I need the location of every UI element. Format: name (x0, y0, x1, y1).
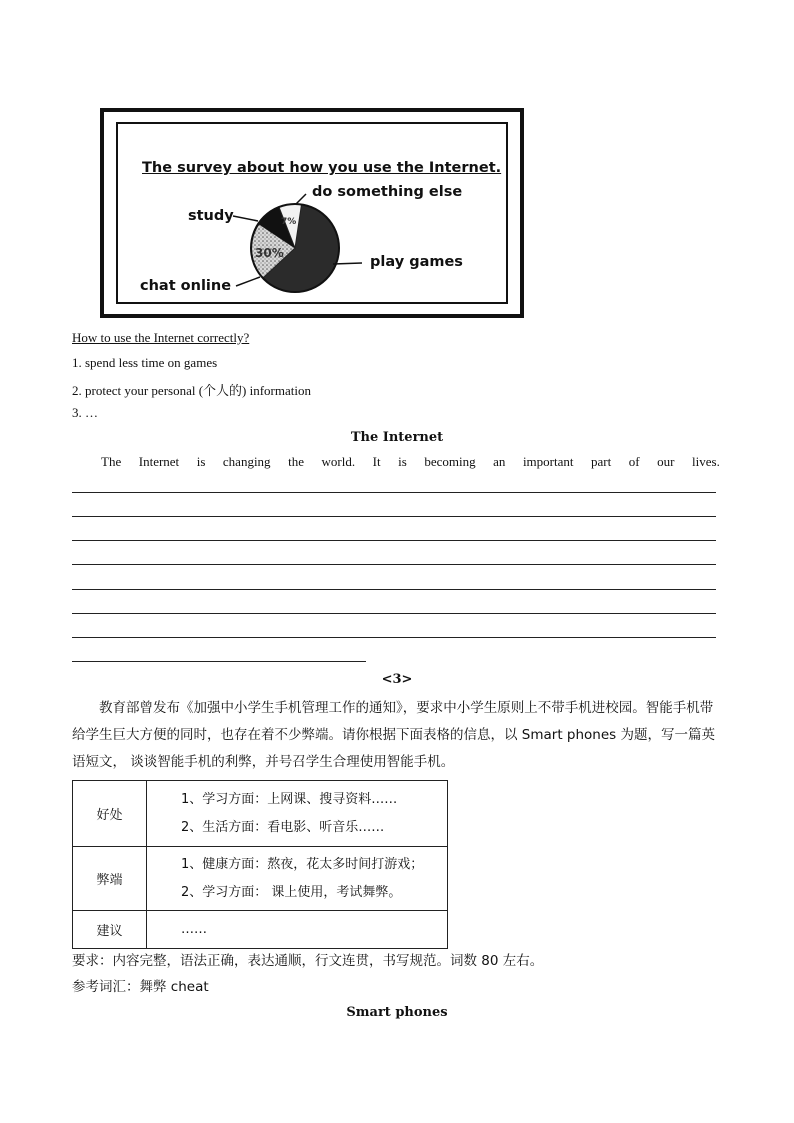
info-table (72, 780, 448, 949)
writing-line[interactable] (72, 492, 716, 493)
opening-word: part (591, 454, 612, 469)
opening-word: It (372, 454, 381, 469)
essay-title-2: Smart phones (346, 1005, 448, 1020)
opening-word: Internet (138, 454, 180, 469)
opening-word: the (288, 454, 304, 469)
table-row (73, 847, 448, 911)
label-play-games: play games (370, 254, 463, 270)
table-body-cell (147, 911, 448, 949)
survey-figure (100, 108, 524, 318)
writing-line[interactable] (72, 540, 716, 541)
opening-word: lives. (692, 454, 720, 469)
opening-word: of (628, 454, 640, 469)
opening-word: important (522, 454, 574, 469)
label-do-something-else: do something else (312, 184, 463, 200)
opening-word: becoming (424, 454, 476, 469)
writing-line[interactable] (72, 516, 716, 517)
requirements: 要求：内容完整，语法正确，表达通顺，行文连贯，书写规范。词数 80 左右。 (72, 953, 544, 969)
table-head-cell: 建议 (73, 911, 147, 949)
table-line: 1、健康方面：熬夜，花太多时间打游戏； (181, 856, 424, 872)
table-line: …… (181, 921, 207, 937)
question-heading: How to use the Internet correctly? (72, 330, 250, 345)
section-number: <3> (381, 672, 413, 687)
opening-word: world. (321, 454, 356, 469)
opening-word: an (493, 454, 506, 469)
table-line: 2、生活方面：看电影、听音乐…… (181, 819, 385, 835)
table-row (73, 911, 448, 949)
task-instructions: 教育部曾发布《加强中小学生手机管理工作的通知》，要求中小学生原则上不带手机进校园。智能手机带给学生巨大方便的同时，也存在着不少弊端。请你根据下面表格的信息，以 Smart phones 为题，写一篇英语短文， 谈谈智能手机的利弊，并号召学生合理使用智能手机。 (72, 700, 715, 770)
table-head-cell: 好处 (73, 781, 147, 847)
opening-word: The (101, 454, 122, 469)
opening-word: is (196, 454, 206, 469)
list-item: 1. spend less time on games (72, 355, 218, 370)
survey-figure-frame (116, 122, 508, 304)
writing-line[interactable] (72, 564, 716, 565)
table-body-cell (147, 781, 448, 847)
table-line: 1、学习方面：上网课、搜寻资料…… (181, 791, 398, 807)
essay-title: The Internet (350, 430, 444, 445)
writing-line[interactable] (72, 661, 366, 662)
label-chat-online: chat online (140, 278, 232, 294)
writing-line[interactable] (72, 589, 716, 590)
writing-line[interactable] (72, 637, 716, 638)
writing-line[interactable] (72, 613, 716, 614)
vocabulary-note: 参考词汇：舞弊 cheat (72, 979, 209, 995)
essay-opening-sentence (101, 454, 720, 470)
slice-label-study: 7% (281, 217, 297, 227)
slice-label-chat: 30% (255, 246, 284, 260)
opening-word: is (398, 454, 407, 469)
survey-title: The survey about how you use the Internet. (142, 160, 502, 176)
pie-chart (118, 124, 510, 304)
table-head-cell: 弊端 (73, 847, 147, 911)
label-study: study (188, 208, 234, 224)
list-item: 2. protect your personal (个人的) information (72, 383, 311, 398)
table-body-cell (147, 847, 448, 911)
table-row (73, 781, 448, 847)
list-item: 3. … (72, 405, 98, 420)
opening-word: our (657, 454, 675, 469)
table-line: 2、学习方面： 课上使用，考试舞弊。 (181, 884, 402, 900)
opening-word: changing (222, 454, 271, 469)
